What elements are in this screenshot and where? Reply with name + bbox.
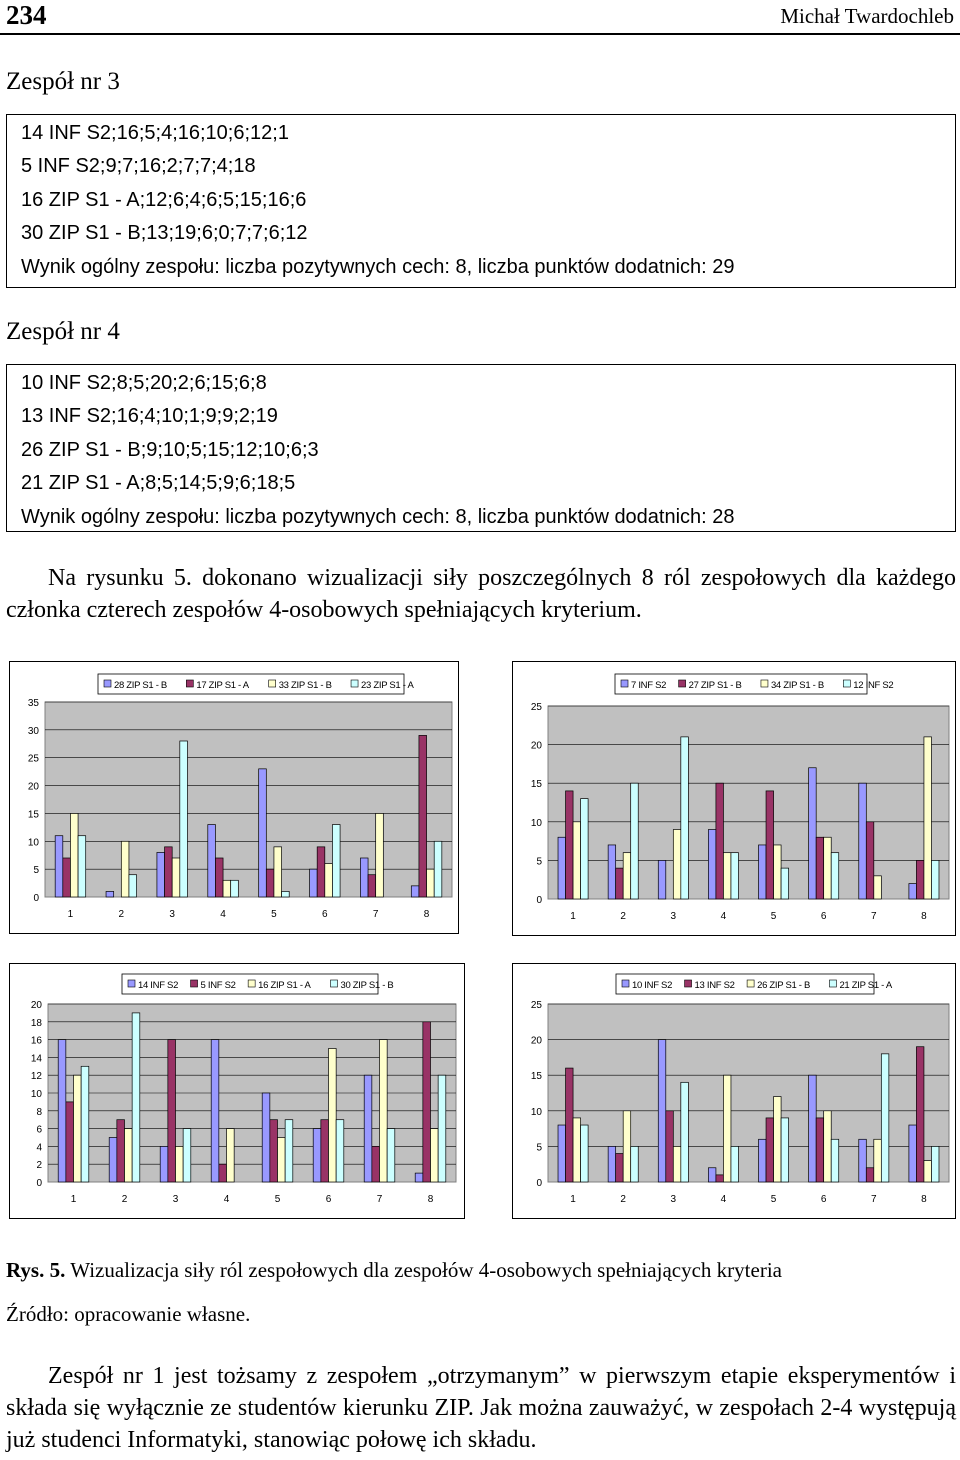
bar bbox=[106, 891, 114, 897]
bar bbox=[411, 886, 419, 897]
y-tick-label: 20 bbox=[530, 1035, 542, 1047]
team-3-line: 5 INF S2;9;7;16;2;7;7;4;18 bbox=[21, 155, 256, 178]
bar bbox=[160, 1146, 168, 1182]
figure-caption bbox=[6, 1258, 782, 1283]
bar bbox=[716, 1175, 724, 1182]
bar bbox=[121, 841, 129, 897]
team-3-title: Zespół nr 3 bbox=[6, 68, 120, 95]
bar bbox=[278, 1138, 286, 1183]
team-4-line: 10 INF S2;8;5;20;2;6;15;6;8 bbox=[21, 372, 267, 394]
bar bbox=[285, 1120, 293, 1182]
bar bbox=[219, 1164, 227, 1182]
legend-swatch bbox=[248, 980, 255, 987]
y-tick-label: 5 bbox=[536, 856, 542, 868]
legend-swatch bbox=[747, 980, 754, 987]
y-tick-label: 10 bbox=[530, 817, 542, 829]
chart-4 bbox=[512, 963, 956, 1219]
bar bbox=[231, 880, 239, 897]
chart-2 bbox=[512, 661, 956, 936]
bar bbox=[581, 1125, 589, 1182]
x-tick-label: 5 bbox=[274, 1194, 281, 1205]
y-tick-label: 20 bbox=[30, 1000, 42, 1011]
team-4-title: Zespół nr 4 bbox=[6, 318, 120, 345]
bar bbox=[415, 1173, 423, 1182]
y-tick-label: 16 bbox=[30, 1035, 42, 1047]
legend-swatch bbox=[621, 680, 628, 687]
bar bbox=[168, 1040, 176, 1182]
bar bbox=[931, 1146, 939, 1182]
team-4-box bbox=[6, 364, 956, 532]
legend-swatch bbox=[622, 980, 629, 987]
bar bbox=[874, 1139, 882, 1182]
x-tick-label: 5 bbox=[770, 911, 777, 922]
legend-label: 27 ZIP S1 - B bbox=[688, 680, 742, 691]
team-3-line: 16 ZIP S1 - A;12;6;4;6;5;15;16;6 bbox=[21, 188, 307, 211]
x-tick-label: 1 bbox=[70, 1194, 77, 1205]
team-4-line: 26 ZIP S1 - B;9;10;5;15;12;10;6;3 bbox=[21, 438, 319, 461]
bar bbox=[434, 841, 442, 897]
bar bbox=[774, 1097, 782, 1182]
bar bbox=[573, 1118, 581, 1182]
caption-text: Wizualizacja siły ról zespołowych dla zespołów 4-osobowych spełniających kryteria bbox=[65, 1258, 782, 1282]
legend-label: 13 INF S2 bbox=[694, 980, 735, 991]
bar bbox=[723, 853, 731, 899]
legend-swatch bbox=[829, 980, 836, 987]
bar bbox=[74, 1075, 82, 1182]
bar bbox=[165, 847, 173, 897]
x-tick-label: 7 bbox=[871, 911, 877, 922]
bar bbox=[924, 1161, 932, 1182]
bar bbox=[270, 1120, 278, 1182]
bar bbox=[708, 830, 716, 899]
bar bbox=[859, 783, 867, 899]
bar bbox=[313, 1129, 321, 1182]
y-tick-label: 15 bbox=[27, 809, 39, 821]
bar bbox=[916, 1047, 924, 1182]
running-head-author: Michał Twardochleb bbox=[780, 4, 954, 28]
x-tick-label: 3 bbox=[172, 1194, 179, 1205]
bar bbox=[63, 858, 71, 897]
y-tick-label: 0 bbox=[536, 895, 542, 906]
bar bbox=[874, 876, 882, 899]
legend-swatch bbox=[104, 680, 111, 687]
legend-label: 33 ZIP S1 - B bbox=[278, 680, 332, 691]
bar bbox=[325, 864, 333, 897]
bar bbox=[824, 1111, 832, 1182]
bar bbox=[924, 737, 932, 899]
y-tick-label: 18 bbox=[30, 1017, 42, 1029]
bar bbox=[658, 1040, 666, 1182]
team-3-line: 14 INF S2;16;5;4;16;10;6;12;1 bbox=[21, 122, 289, 144]
bar bbox=[866, 822, 874, 899]
header-rule bbox=[0, 33, 960, 35]
legend-swatch bbox=[843, 680, 850, 687]
x-tick-label: 5 bbox=[770, 1194, 777, 1205]
bar bbox=[581, 799, 589, 899]
bar bbox=[183, 1129, 191, 1182]
bar bbox=[132, 1013, 140, 1182]
page-number: 234 bbox=[6, 0, 47, 30]
team-4-summary: Wynik ogólny zespołu: liczba pozytywnych cech: 8, liczba punktów dodatnich: 28 bbox=[21, 505, 735, 528]
bar bbox=[423, 1022, 431, 1182]
legend-label: 14 INF S2 bbox=[138, 980, 179, 991]
bar bbox=[681, 737, 689, 899]
bar bbox=[909, 1125, 917, 1182]
bar bbox=[329, 1049, 337, 1183]
bar bbox=[55, 836, 63, 897]
bar bbox=[816, 837, 824, 899]
y-tick-label: 15 bbox=[530, 1071, 542, 1083]
bar bbox=[608, 845, 616, 899]
bar bbox=[211, 1040, 219, 1182]
legend-label: 5 INF S2 bbox=[200, 980, 236, 991]
bar bbox=[262, 1093, 270, 1182]
legend-label: 26 ZIP S1 - B bbox=[757, 980, 811, 991]
bar bbox=[608, 1146, 616, 1182]
bar bbox=[380, 1040, 388, 1182]
bar bbox=[431, 1129, 439, 1182]
x-tick-label: 3 bbox=[670, 911, 677, 922]
x-tick-label: 2 bbox=[118, 909, 125, 920]
legend-label: 28 ZIP S1 - B bbox=[114, 680, 167, 691]
bar bbox=[180, 741, 188, 897]
legend-swatch bbox=[679, 680, 686, 687]
bar bbox=[824, 837, 832, 899]
x-tick-label: 7 bbox=[871, 1194, 877, 1205]
bar bbox=[125, 1129, 133, 1182]
y-tick-label: 0 bbox=[33, 893, 39, 904]
bar bbox=[227, 1129, 235, 1182]
legend-label: 21 ZIP S1 - A bbox=[839, 980, 892, 991]
bar bbox=[70, 813, 78, 897]
bar bbox=[364, 1075, 372, 1182]
legend-label: 12 INF S2 bbox=[853, 680, 894, 691]
bar bbox=[372, 1146, 380, 1182]
x-tick-label: 4 bbox=[720, 911, 727, 922]
legend-swatch bbox=[128, 980, 135, 987]
bar bbox=[573, 822, 581, 899]
bar bbox=[681, 1082, 689, 1182]
x-tick-label: 2 bbox=[620, 1194, 626, 1205]
bar bbox=[336, 1120, 344, 1182]
legend-swatch bbox=[269, 680, 276, 687]
bar bbox=[317, 847, 325, 897]
bar bbox=[809, 768, 817, 899]
bar bbox=[208, 825, 216, 897]
bar bbox=[157, 852, 165, 897]
bar bbox=[708, 1168, 716, 1182]
bar bbox=[172, 858, 180, 897]
y-tick-label: 0 bbox=[536, 1178, 542, 1189]
x-tick-label: 6 bbox=[820, 911, 827, 922]
bar bbox=[109, 1138, 117, 1183]
bar bbox=[427, 869, 435, 897]
legend-label: 16 ZIP S1 - A bbox=[258, 980, 311, 991]
bar bbox=[759, 1139, 767, 1182]
bar bbox=[658, 860, 666, 899]
chart-3 bbox=[9, 963, 465, 1219]
legend-label: 10 INF S2 bbox=[632, 980, 673, 991]
y-tick-label: 4 bbox=[36, 1142, 42, 1154]
team-3-line: 30 ZIP S1 - B;13;19;6;0;7;7;6;12 bbox=[21, 222, 308, 245]
x-tick-label: 8 bbox=[921, 1194, 927, 1205]
bar bbox=[616, 1154, 624, 1182]
legend-swatch bbox=[351, 680, 358, 687]
bar bbox=[616, 868, 624, 899]
bar bbox=[78, 836, 86, 897]
bar bbox=[666, 1111, 674, 1182]
paragraph-conclusion: Zespół nr 1 jest tożsamy z zespołem „otrzymanym” w pierwszym etapie eksperymentów i składa się wyłącznie ze studentów kierunku ZIP. Jak można zauważyć, w zespołach 2-4 występują już studenci Informatyki, stanowiąc połowę ich składu. bbox=[6, 1363, 956, 1453]
y-tick-label: 5 bbox=[536, 1142, 542, 1154]
x-tick-label: 4 bbox=[720, 1194, 727, 1205]
bar bbox=[731, 853, 739, 899]
chart-1 bbox=[9, 661, 459, 934]
y-tick-label: 20 bbox=[530, 740, 542, 752]
x-tick-label: 4 bbox=[220, 909, 226, 920]
legend-label: 17 ZIP S1 - A bbox=[196, 680, 249, 691]
y-tick-label: 8 bbox=[36, 1106, 42, 1118]
team-4-line: 13 INF S2;16;4;10;1;9;9;2;19 bbox=[21, 405, 278, 428]
y-tick-label: 20 bbox=[27, 781, 39, 793]
bar bbox=[816, 1118, 824, 1182]
y-tick-label: 14 bbox=[30, 1053, 42, 1065]
x-tick-label: 2 bbox=[620, 911, 626, 922]
bar bbox=[419, 735, 427, 897]
team-3-summary: Wynik ogólny zespołu: liczba pozytywnych cech: 8, liczba punktów dodatnich: 29 bbox=[21, 255, 735, 278]
bar bbox=[282, 891, 290, 897]
x-tick-label: 1 bbox=[570, 911, 576, 922]
y-tick-label: 10 bbox=[530, 1106, 542, 1118]
bar bbox=[781, 868, 789, 899]
y-tick-label: 25 bbox=[530, 1000, 542, 1011]
bar bbox=[866, 1168, 874, 1182]
caption-label: Rys. 5. bbox=[6, 1258, 66, 1282]
bar bbox=[558, 1125, 566, 1182]
legend-swatch bbox=[186, 680, 193, 687]
y-tick-label: 10 bbox=[27, 837, 39, 849]
bar bbox=[566, 1068, 574, 1182]
bar bbox=[774, 845, 782, 899]
bar bbox=[558, 837, 566, 899]
bar bbox=[266, 869, 274, 897]
legend-swatch bbox=[685, 980, 692, 987]
legend-label: 7 INF S2 bbox=[631, 680, 667, 691]
bar bbox=[321, 1120, 329, 1182]
figure-source: Źródło: opracowanie własne. bbox=[6, 1302, 251, 1326]
bar bbox=[176, 1146, 184, 1182]
bar bbox=[781, 1118, 789, 1182]
team-4-line: 21 ZIP S1 - A;8;5;14;5;9;6;18;5 bbox=[21, 472, 296, 495]
paragraph-intro: Na rysunku 5. dokonano wizualizacji siły poszczególnych 8 ról zespołowych dla każdego członka czterech zespołów 4-osobowych spełniających kryterium. bbox=[6, 565, 956, 623]
x-tick-label: 8 bbox=[427, 1194, 434, 1205]
bar bbox=[376, 813, 384, 897]
bar bbox=[809, 1075, 817, 1182]
x-tick-label: 6 bbox=[820, 1194, 827, 1205]
bar bbox=[859, 1139, 867, 1182]
bar bbox=[360, 858, 368, 897]
y-tick-label: 35 bbox=[27, 698, 39, 709]
bar bbox=[215, 858, 223, 897]
plot-area bbox=[45, 702, 452, 897]
bar bbox=[831, 1139, 839, 1182]
y-tick-label: 5 bbox=[33, 865, 39, 877]
bar bbox=[881, 1054, 889, 1182]
legend-label: 30 ZIP S1 - B bbox=[340, 980, 394, 991]
bar bbox=[566, 791, 574, 899]
bar bbox=[387, 1129, 395, 1182]
bar bbox=[623, 853, 631, 899]
x-tick-label: 1 bbox=[67, 909, 74, 920]
x-tick-label: 1 bbox=[570, 1194, 576, 1205]
bar bbox=[716, 783, 724, 899]
legend-label: 34 ZIP S1 - B bbox=[770, 680, 824, 691]
bar bbox=[723, 1075, 731, 1182]
y-tick-label: 12 bbox=[30, 1071, 42, 1083]
legend-swatch bbox=[191, 980, 198, 987]
x-tick-label: 3 bbox=[169, 909, 175, 920]
bar bbox=[916, 860, 924, 899]
y-tick-label: 15 bbox=[530, 779, 542, 791]
x-tick-label: 7 bbox=[376, 1194, 383, 1205]
bar bbox=[759, 845, 767, 899]
x-tick-label: 7 bbox=[372, 909, 379, 920]
bar bbox=[368, 875, 376, 897]
x-tick-label: 5 bbox=[271, 909, 277, 920]
bar bbox=[831, 853, 839, 899]
bar bbox=[81, 1066, 89, 1182]
bar bbox=[673, 830, 681, 899]
y-tick-label: 6 bbox=[36, 1124, 42, 1136]
y-tick-label: 25 bbox=[530, 702, 542, 713]
team-3-box bbox=[6, 114, 956, 288]
bar bbox=[673, 1146, 681, 1182]
y-tick-label: 0 bbox=[36, 1178, 42, 1189]
bar bbox=[259, 769, 267, 897]
y-tick-label: 25 bbox=[27, 753, 39, 765]
bar bbox=[58, 1040, 66, 1182]
x-tick-label: 8 bbox=[423, 909, 430, 920]
legend-label: 23 ZIP S1 - A bbox=[361, 680, 414, 691]
bar bbox=[631, 1146, 639, 1182]
bar bbox=[623, 1111, 631, 1182]
bar bbox=[332, 825, 340, 897]
y-tick-label: 2 bbox=[36, 1160, 42, 1172]
y-tick-label: 10 bbox=[30, 1089, 42, 1100]
bar bbox=[66, 1102, 74, 1182]
bar bbox=[310, 869, 318, 897]
legend-swatch bbox=[761, 680, 768, 687]
bar bbox=[129, 875, 137, 897]
x-tick-label: 8 bbox=[921, 911, 927, 922]
bar bbox=[909, 884, 917, 899]
bar bbox=[438, 1075, 446, 1182]
bar bbox=[631, 783, 639, 899]
x-tick-label: 6 bbox=[325, 1194, 332, 1205]
bar bbox=[223, 880, 231, 897]
x-tick-label: 6 bbox=[322, 909, 328, 920]
y-tick-label: 30 bbox=[27, 725, 39, 737]
bar bbox=[931, 860, 939, 899]
x-tick-label: 4 bbox=[223, 1194, 230, 1205]
bar bbox=[117, 1120, 125, 1182]
x-tick-label: 2 bbox=[121, 1194, 128, 1205]
legend-swatch bbox=[331, 980, 338, 987]
bar bbox=[766, 1118, 774, 1182]
x-tick-label: 3 bbox=[670, 1194, 677, 1205]
bar bbox=[731, 1146, 739, 1182]
bar bbox=[274, 847, 282, 897]
bar bbox=[766, 791, 774, 899]
